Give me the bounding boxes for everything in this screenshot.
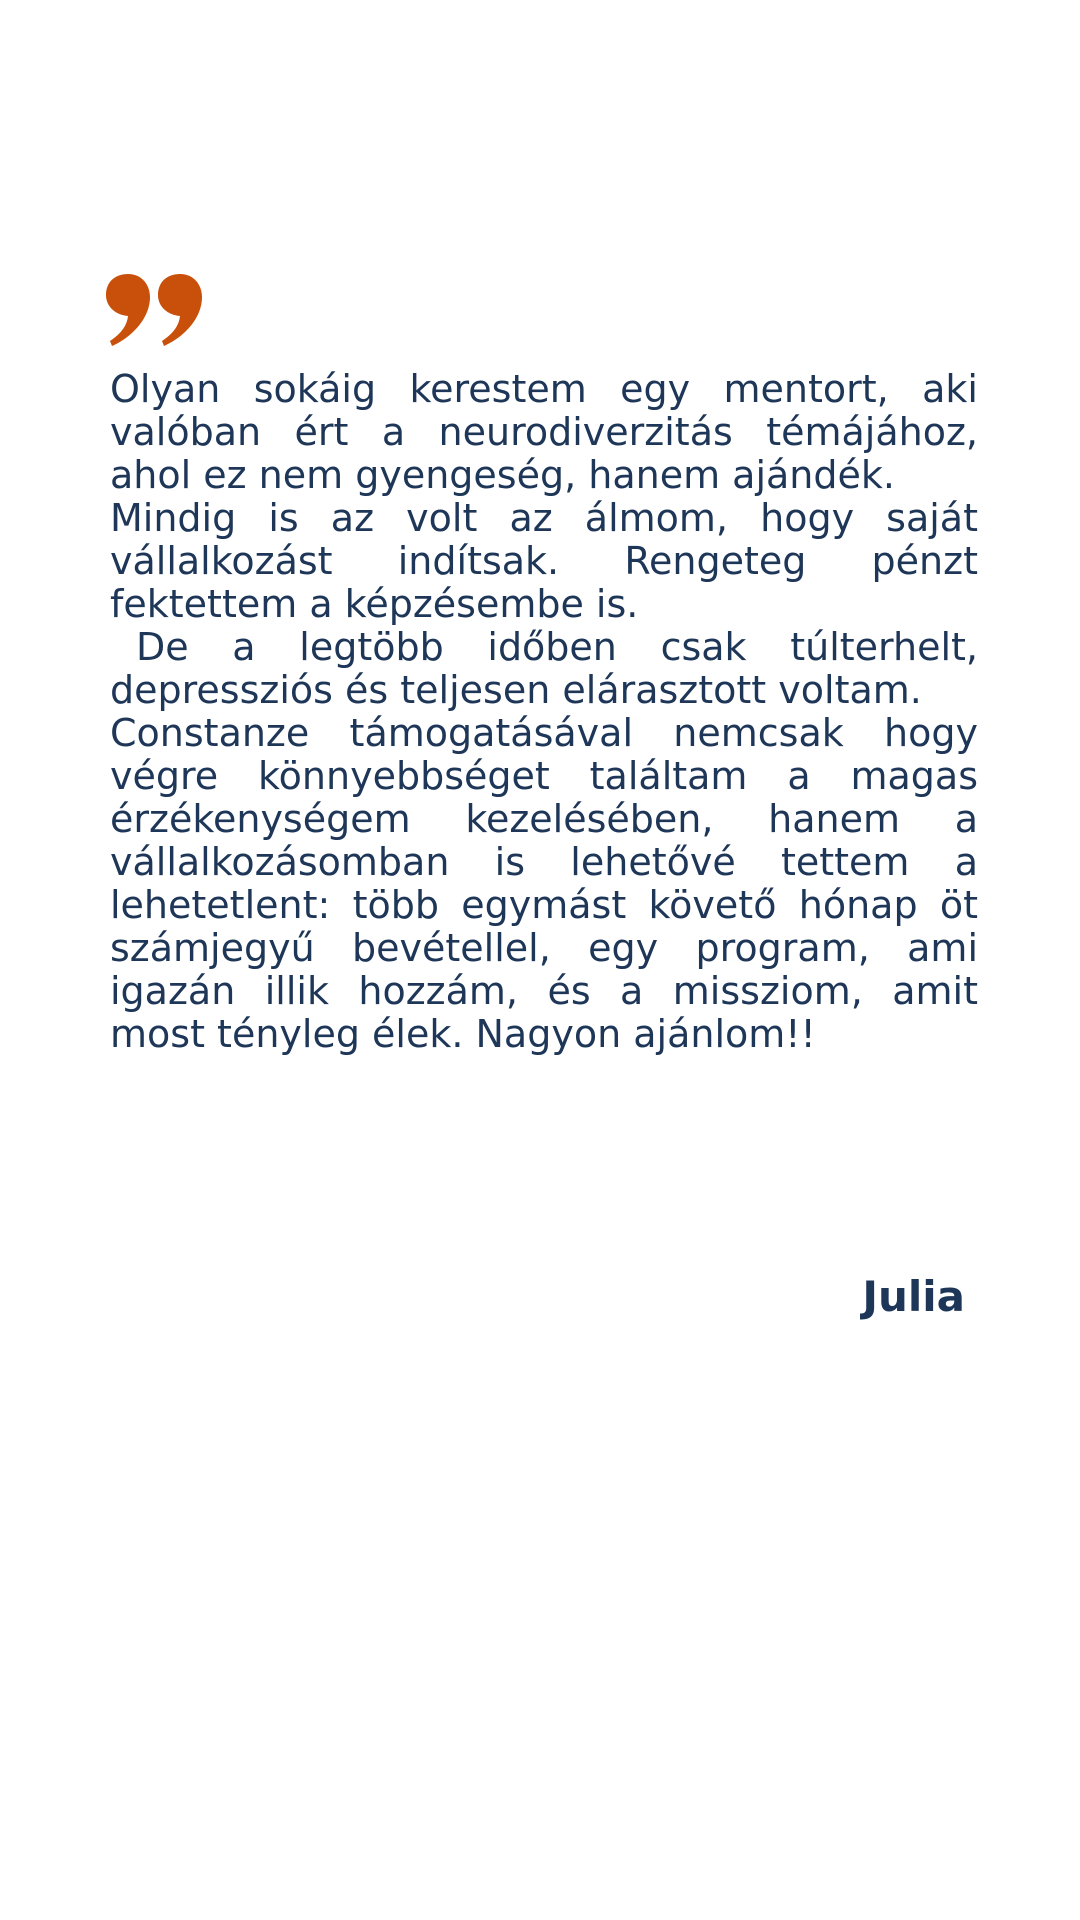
testimonial-paragraph: Olyan sokáig kerestem egy mentort, aki valóban ért a neurodiverzitás témájához, ahol ez nem gyengeség, hanem ajándék. bbox=[110, 367, 978, 497]
quotation-mark-left-glyph bbox=[106, 274, 150, 346]
quotation-mark-icon bbox=[104, 270, 204, 350]
testimonial-text bbox=[110, 368, 978, 1056]
quotation-mark-right-glyph bbox=[158, 274, 202, 346]
testimonial-paragraph: Mindig is az volt az álmom, hogy saját vállalkozást indítsak. Rengeteg pénzt fektettem a képzésembe is. bbox=[110, 496, 978, 626]
author-name: Julia bbox=[862, 1272, 965, 1321]
testimonial-paragraph: De a legtöbb időben csak túlterhelt, depressziós és teljesen elárasztott voltam. bbox=[110, 625, 978, 712]
testimonial-paragraph: Constanze támogatásával nemcsak hogy végre könnyebbséget találtam a magas érzékenységem kezelésében, hanem a vállalkozásomban is lehetővé tettem a lehetetlent: több egymást követő hónap öt számjegyű bevétellel, egy program, ami igazán illik hozzám, és a missziom, amit most tényleg élek. Nagyon ajánlom!! bbox=[110, 711, 978, 1056]
